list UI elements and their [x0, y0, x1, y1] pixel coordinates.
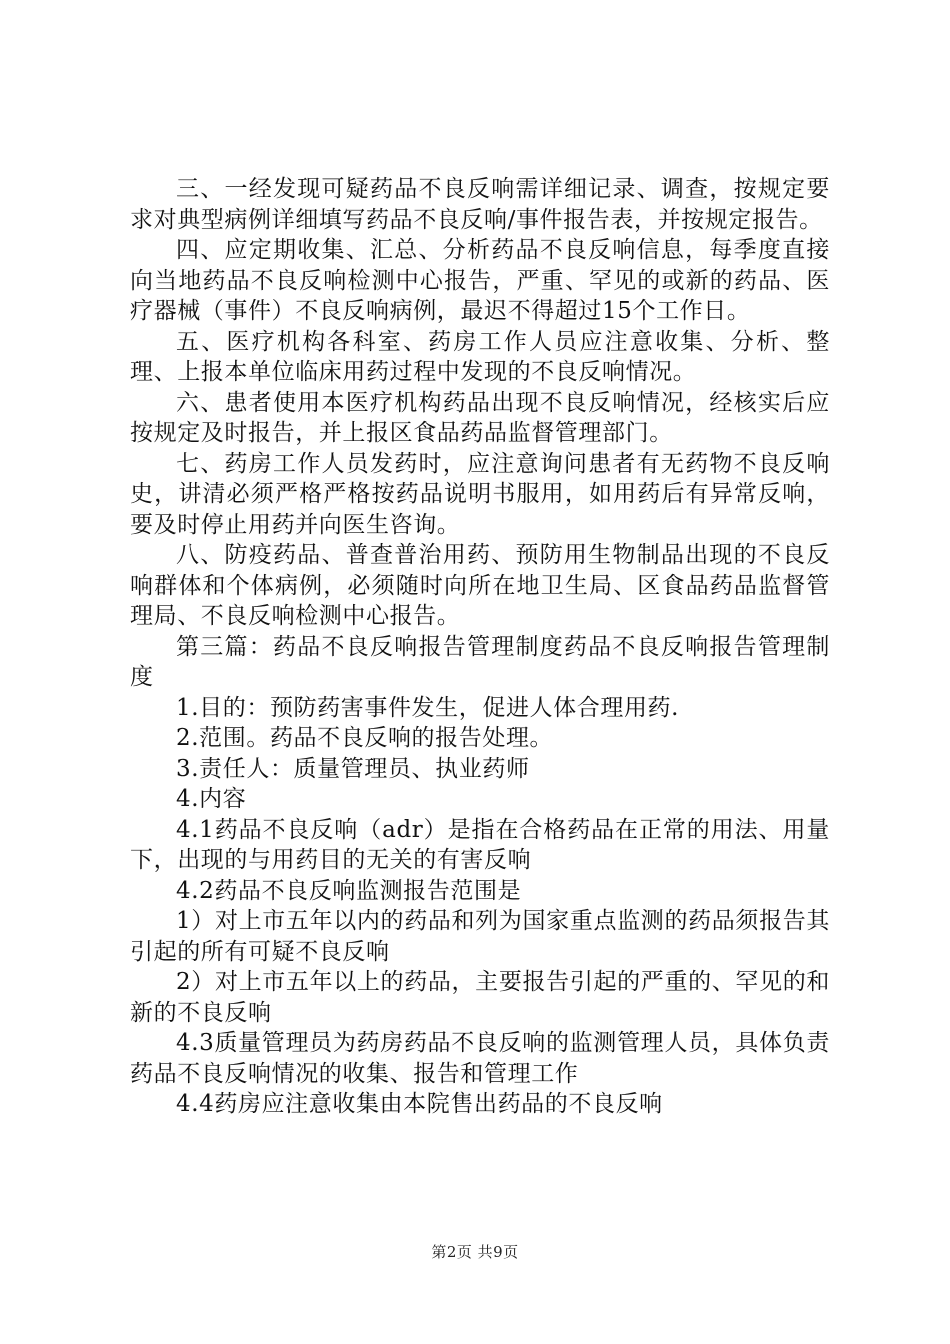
paragraph-4: 四、应定期收集、汇总、分析药品不良反响信息，每季度直接向当地药品不良反响检测中心报告，严重、罕见的或新的药品、医疗器械（事件）不良反响病例，最迟不得超过15个工作日。	[130, 237, 830, 324]
paragraph-3: 三、一经发现可疑药品不良反响需详细记录、调查，按规定要求对典型病例详细填写药品不良反响/事件报告表，并按规定报告。	[130, 176, 830, 233]
section-heading: 第三篇：药品不良反响报告管理制度药品不良反响报告管理制度	[130, 633, 830, 690]
page-number: 第2页 共9页	[431, 1243, 519, 1261]
paragraph-6: 六、患者使用本医疗机构药品出现不良反响情况，经核实后应按规定及时报告，并上报区食品药品监督管理部门。	[130, 389, 830, 446]
item-scope: 2.范围。药品不良反响的报告处理。	[176, 725, 554, 751]
item-purpose: 1.目的：预防药害事件发生，促进人体合理用药.	[176, 694, 680, 721]
paragraph-7: 七、药房工作人员发药时，应注意询问患者有无药物不良反响史，讲清必须严格严格按药品说明书服用，如用药后有异常反响，要及时停止用药并向医生咨询。	[130, 450, 830, 538]
paragraph-8: 八、防疫药品、普查普治用药、预防用生物制品出现的不良反响群体和个体病例，必须随时向所在地卫生局、区食品药品监督管理局、不良反响检测中心报告。	[130, 542, 830, 629]
item-4-3: 4.3质量管理员为药房药品不良反响的监测管理人员，具体负责药品不良反响情况的收集、报告和管理工作	[130, 1030, 830, 1087]
item-4-2: 4.2药品不良反响监测报告范围是	[176, 877, 522, 904]
item-4-4: 4.4药房应注意收集由本院售出药品的不良反响	[176, 1091, 663, 1117]
item-responsible: 3.责任人：质量管理员、执业药师	[176, 755, 530, 782]
item-4-1: 4.1药品不良反响（adr）是指在合格药品在正常的用法、用量下，出现的与用药目的无关的有害反响	[130, 816, 830, 873]
paragraph-5: 五、医疗机构各科室、药房工作人员应注意收集、分析、整理、上报本单位临床用药过程中发现的不良反响情况。	[130, 328, 830, 385]
item-4-2-1: 1）对上市五年以内的药品和列为国家重点监测的药品须报告其引起的所有可疑不良反响	[130, 908, 830, 965]
item-content: 4.内容	[176, 786, 247, 812]
document-body	[130, 174, 830, 1120]
item-4-2-2: 2）对上市五年以上的药品，主要报告引起的严重的、罕见的和新的不良反响	[130, 969, 830, 1026]
